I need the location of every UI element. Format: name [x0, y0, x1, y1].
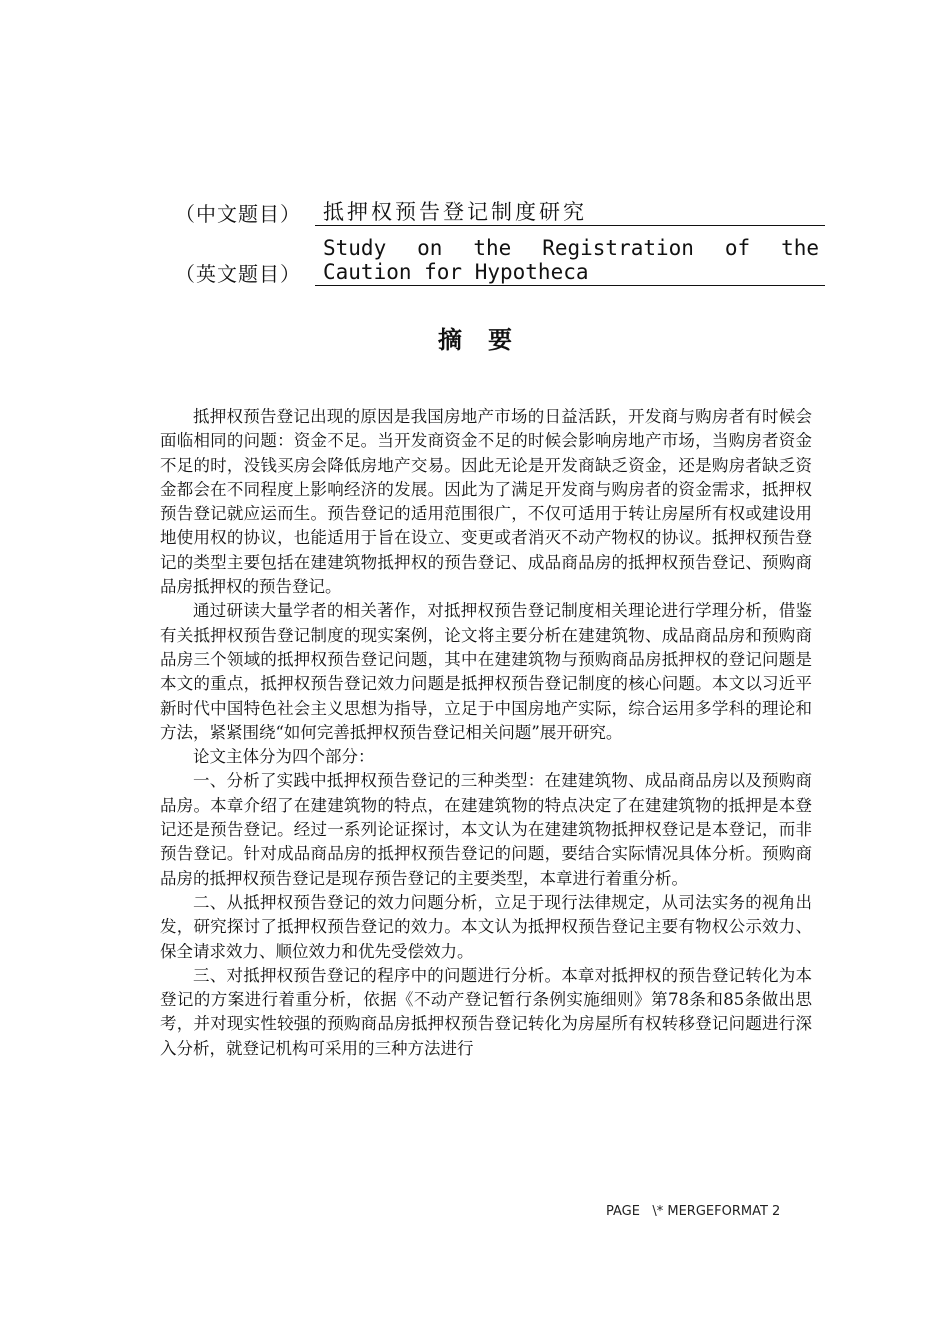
chinese-title: 抵押权预告登记制度研究: [315, 200, 825, 226]
abstract-paragraph: 三、对抵押权预告登记的程序中的问题进行分析。本章对抵押权的预告登记转化为本登记的方案进行着重分析，依据《不动产登记暂行条例实施细则》第78条和85条做出思考，并对现实性较强的预购商品房抵押权预告登记转化为房屋所有权转移登记问题进行深入分析，就登记机构可采用的三种方法进行: [160, 965, 812, 1058]
abstract-heading: 摘要: [438, 326, 538, 354]
abstract-paragraph: 论文主体分为四个部分：: [193, 747, 375, 767]
english-title: Study on the Registration of the Caution for Hypotheca: [315, 236, 825, 286]
abstract-paragraph: 一、分析了实践中抵押权预告登记的三种类型：在建建筑物、成品商品房以及预购商品房。本章介绍了在建建筑物的特点，在建建筑物的特点决定了在建建筑物的抵押是本登记还是预告登记。经过一系列论证探讨，本文认为在建建筑物抵押权登记是本登记，而非预告登记。针对成品商品房的抵押权预告登记的问题，要结合实际情况具体分析。预购商品房的抵押权预告登记是现存预告登记的主要类型，本章进行着重分析。: [160, 771, 812, 888]
abstract-body: [160, 405, 812, 1061]
abstract-paragraph: 抵押权预告登记出现的原因是我国房地产市场的日益活跃，开发商与购房者有时候会面临相同的问题：资金不足。当开发商资金不足的时候会影响房地产市场，当购房者资金不足的时，没钱买房会降低房地产交易。因此无论是开发商缺乏资金，还是购房者缺乏资金都会在不同程度上影响经济的发展。因此为了满足开发商与购房者的资金需求，抵押权预告登记就应运而生。预告登记的适用范围很广，不仅可适用于转让房屋所有权或建设用地使用权的协议，也能适用于旨在设立、变更或者消灭不动产物权的协议。抵押权预告登记的类型主要包括在建建筑物抵押权的预告登记、成品商品房的抵押权预告登记、预购商品房抵押权的预告登记。: [160, 407, 812, 597]
abstract-paragraph: 二、从抵押权预告登记的效力问题分析，立足于现行法律规定，从司法实务的视角出发，研究探讨了抵押权预告登记的效力。本文认为抵押权预告登记主要有物权公示效力、保全请求效力、顺位效力和优先受偿效力。: [160, 892, 812, 961]
page-number-field: PAGE \* MERGEFORMAT 2: [606, 1204, 781, 1219]
english-title-row: [175, 236, 825, 286]
chinese-title-row: [175, 200, 825, 226]
chinese-title-label: （中文题目）: [175, 202, 301, 226]
english-title-label: （英文题目）: [175, 262, 301, 286]
abstract-paragraph: 通过研读大量学者的相关著作，对抵押权预告登记制度相关理论进行学理分析，借鉴有关抵押权预告登记制度的现实案例，论文将主要分析在建建筑物、成品商品房和预购商品房三个领域的抵押权预告登记问题，其中在建建筑物与预购商品房抵押权的登记问题是本文的重点，抵押权预告登记效力问题是抵押权预告登记制度的核心问题。本文以习近平新时代中国特色社会主义思想为指导，立足于中国房地产实际，综合运用多学科的理论和方法，紧紧围绕“如何完善抵押权预告登记相关问题”展开研究。: [160, 601, 812, 742]
